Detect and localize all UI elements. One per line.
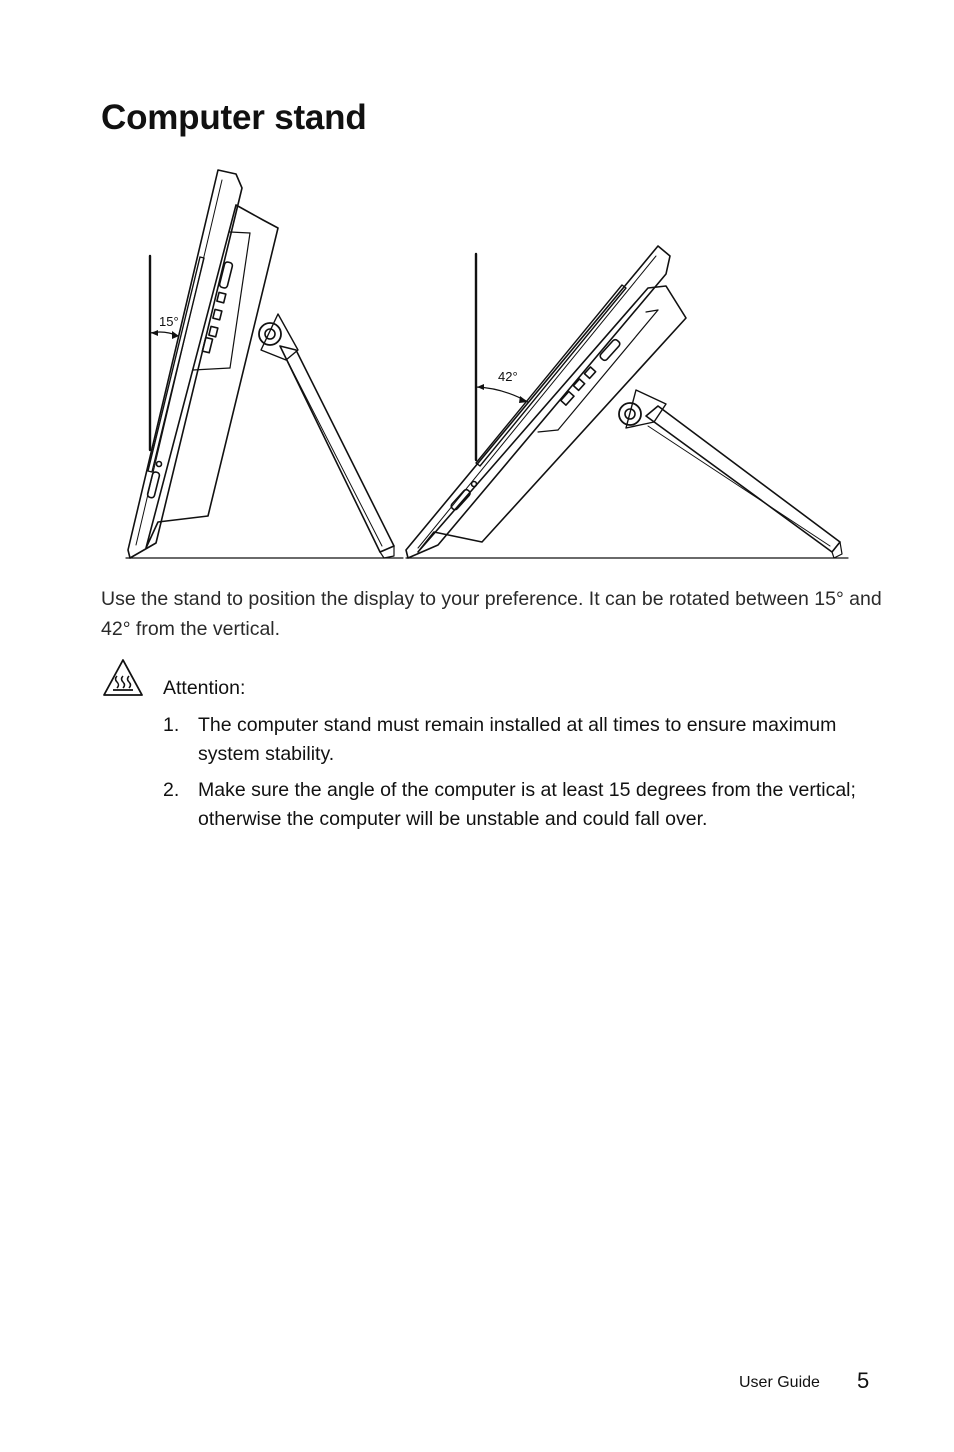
attention-item-number: 2.	[163, 779, 180, 801]
display-front-panel	[406, 246, 670, 558]
port-usb-2	[213, 309, 222, 319]
page-number: 5	[857, 1368, 870, 1393]
display-screen-edge	[148, 257, 204, 472]
port-slot-1	[219, 261, 233, 288]
attention-item-number: 1.	[163, 714, 180, 736]
port-usb-2	[573, 379, 584, 390]
hot-surface-warning-icon	[102, 658, 144, 698]
attention-list	[163, 711, 883, 841]
computer-42-degrees	[406, 246, 848, 558]
port-hdmi	[202, 337, 212, 352]
stand-leg-left	[280, 346, 394, 552]
stand-angle-illustration	[118, 160, 858, 565]
power-button	[147, 471, 160, 498]
display-rear-body	[146, 205, 278, 548]
footer-label: User Guide	[739, 1374, 820, 1391]
hinge-bracket	[261, 314, 298, 360]
port-audio	[209, 326, 218, 336]
attention-item-text: The computer stand must remain installed at all times to ensure maximum system stability.	[198, 714, 837, 765]
stand-description: Use the stand to position the display to your preference. It can be rotated between 15° and 42° from the vertical.	[101, 588, 882, 640]
page-title: Computer stand	[101, 98, 367, 137]
power-button	[450, 488, 471, 511]
stand-leg-right	[646, 406, 840, 552]
computer-15-degrees	[126, 170, 403, 558]
angle-label-15: 15°	[159, 314, 179, 329]
stand-hinge	[259, 323, 281, 345]
attention-heading: Attention:	[163, 677, 246, 699]
power-indicator	[157, 462, 162, 467]
port-audio	[561, 392, 574, 406]
display-front-panel	[128, 170, 242, 558]
display-rear-body	[418, 286, 686, 552]
attention-item	[163, 776, 883, 834]
attention-item-text: Make sure the angle of the computer is at least 15 degrees from the vertical; otherwise the computer will be unstable and could fall over.	[198, 779, 856, 830]
angle-label-42: 42°	[498, 369, 518, 384]
port-usb-1	[217, 292, 226, 302]
attention-item	[163, 711, 883, 769]
power-indicator	[472, 482, 477, 487]
